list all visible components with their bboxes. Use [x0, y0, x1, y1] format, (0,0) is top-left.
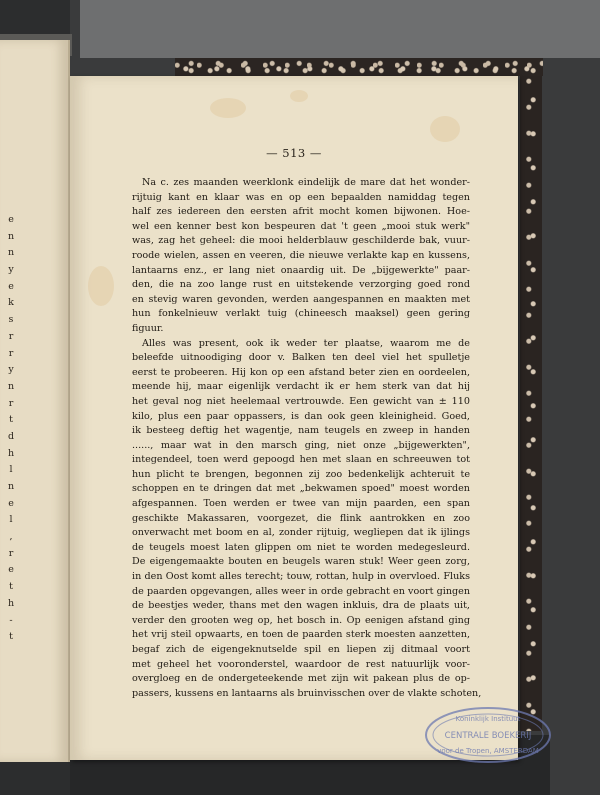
- page-number: — 513 —: [266, 146, 322, 160]
- foxing-stain: [88, 266, 114, 306]
- body-text: [132, 176, 482, 701]
- margin-character: k: [8, 297, 14, 309]
- marbled-endpaper-top: [175, 58, 543, 76]
- text-line: geschikte Makassaren, voorgezet, die flink aantrokken en zoo: [132, 512, 470, 524]
- margin-character: t: [9, 631, 13, 643]
- margin-character: r: [8, 347, 14, 359]
- margin-character: h: [7, 447, 15, 459]
- text-line: Na c. zes maanden weerklonk eindelijk de mare dat het wonder-: [142, 177, 470, 188]
- margin-character: r: [8, 397, 14, 409]
- text-line: passers, kussens en lantaarns als bruinvisschen over de vlakte schoten,: [132, 687, 482, 699]
- margin-character: n: [7, 230, 15, 242]
- text-line: de teugels moest laten glippen om niet te worden medegesleurd.: [132, 541, 470, 553]
- margin-character: h: [7, 597, 15, 609]
- text-line: met geheel het vooronderstel, waardoor de rest natuurlijk voor-: [132, 658, 470, 670]
- margin-character: d: [7, 430, 15, 442]
- stamp-line-2: CENTRALE BOEKERIJ: [444, 731, 532, 741]
- margin-character: n: [7, 481, 15, 492]
- text-line: de beestjes weder, thans met den wagen inkluis, dra de plaats uit,: [132, 600, 470, 612]
- margin-character: e: [8, 214, 14, 225]
- text-line: beleefde uitnoodiging door v. Balken ten deel viel het spulletje: [132, 352, 470, 364]
- text-line: integendeel, toen werd gepoogd hen met slaan en schreeuwen tot: [132, 454, 470, 466]
- book-board-top: [80, 0, 600, 58]
- text-line: rijtuig kant en klaar was en op een bepaalden namiddag tegen: [132, 191, 470, 203]
- text-line: was, zag het geheel: die mooi helderblauw geschilderde bak, vuur-: [132, 235, 470, 247]
- text-line: eerst te probeeren. Hij kon op een afstand beter zien en oordeelen,: [132, 366, 470, 378]
- margin-character: r: [8, 547, 14, 559]
- text-line: verder den grooten weg op, het bosch in. Op eenigen afstand ging: [132, 614, 470, 626]
- text-line: onverwacht met boom en al, zonder rijtuig, wegliepen dat ik ijlings: [132, 527, 470, 539]
- text-line: kilo, plus een paar oppassers, is dan ook geen kleinigheid. Goed,: [132, 410, 470, 422]
- margin-character: e: [8, 497, 14, 509]
- text-line: ik besteeg deftig het wagentje, nam teugels en zweep in handen: [132, 425, 470, 437]
- book-page: [70, 76, 539, 760]
- text-line: hun plicht te brengen, begonnen zij zoo bedenkelijk achteruit te: [132, 468, 470, 480]
- margin-character: l: [9, 464, 13, 476]
- margin-character: e: [8, 280, 14, 292]
- text-line: De eigengemaakte bouten en beugels waren stuk! Weer geen zorg,: [132, 556, 470, 568]
- text-line: hun fonkelnieuw verlakt tuig (chineesch maaksel) geen gering: [132, 308, 470, 320]
- margin-character: r: [8, 330, 14, 342]
- margin-character: s: [8, 314, 14, 326]
- previous-page: [0, 40, 70, 762]
- foxing-stain: [430, 116, 460, 142]
- margin-character: ,: [9, 531, 13, 543]
- text-line: lantaarns enz., er lang niet onaardig uit. De „bijgewerkte" paar-: [132, 264, 470, 276]
- previous-page-text-edge: [4, 212, 18, 646]
- stamp-line-3: voor de Tropen, AMSTERDAM: [437, 747, 539, 755]
- text-line: overgloeg en de ondergeteekende met zijn wit pakean plus de op-: [132, 673, 470, 685]
- library-stamp: [422, 704, 554, 766]
- margin-character: t: [9, 581, 13, 593]
- text-line: het geval nog niet heelemaal vertrouwde. Een gewicht van ± 110: [132, 395, 470, 407]
- margin-character: y: [8, 264, 14, 276]
- margin-character: n: [7, 380, 15, 392]
- text-line: in den Oost komt alles terecht; touw, rottan, hulp in overvloed. Fluks: [132, 571, 470, 583]
- text-line: schoppen en te dringen dat met „bekwamen spoed" moest worden: [132, 483, 470, 495]
- text-line: meende hij, maar eigenlijk verdacht ik er hem sterk van dat hij: [132, 381, 470, 393]
- text-line: afgespannen. Toen werden er twee van mijn paarden, een span: [132, 498, 470, 510]
- text-line: ......, maar wat in den marsch ging, niet onze „bijgewerkten",: [132, 439, 470, 451]
- text-line: en stevig waren gevonden, werden aangespannen en maakten met: [132, 293, 470, 305]
- marbled-endpaper-side: [520, 76, 542, 731]
- text-line: het vrij steil opwaarts, en toen de paarden sterk moesten aanzetten,: [132, 629, 470, 641]
- text-line: de paarden opgevangen, alles weer in orde gebracht en voort gingen: [132, 585, 470, 597]
- margin-character: t: [9, 414, 13, 426]
- text-line: half zes iedereen den eersten afrit mocht komen bijwonen. Hoe-: [132, 206, 470, 218]
- margin-character: e: [8, 564, 14, 576]
- margin-character: -: [9, 614, 13, 626]
- foxing-stain: [210, 98, 246, 118]
- text-line: den, die na zoo lange rust en uitstekende verzorging goed rond: [132, 279, 470, 291]
- stamp-graphic: [422, 704, 554, 766]
- text-line: begaf zich de eigengeknutselde spil en liepen zij ditmaal voort: [132, 644, 470, 655]
- stamp-line-1: Koninklijk Instituut: [455, 715, 521, 723]
- text-line: wel een kenner best kon bespeuren dat 't geen „mooi stuk werk": [132, 220, 470, 232]
- foxing-stain: [290, 90, 308, 102]
- margin-character: n: [7, 247, 15, 259]
- text-line: figuur.: [132, 322, 164, 334]
- margin-character: l: [9, 514, 13, 526]
- text-line: Alles was present, ook ik weder ter plaatse, waarom me de: [142, 337, 470, 349]
- text-line: roode wielen, assen en veeren, die nieuwe verlakte kap en kussens,: [132, 249, 470, 261]
- margin-character: y: [8, 364, 14, 376]
